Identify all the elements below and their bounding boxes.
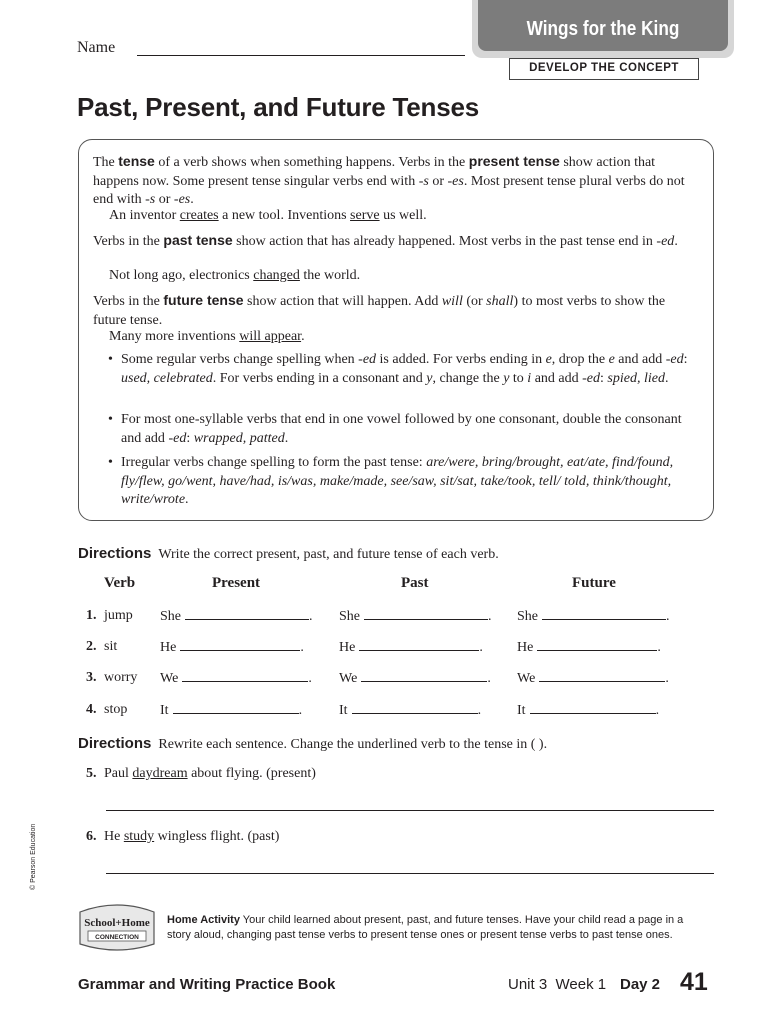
- col-header-verb: Verb: [104, 575, 136, 591]
- footer-day: Day 2: [620, 976, 661, 993]
- answer-line-6[interactable]: [106, 873, 714, 874]
- bullet-irregular: • Irregular verbs change spelling to form the past tense: are/were, bring/brought, eat/ate, find/found, fly/flew, go/went, have/had, is/was, make/made, see/saw, sit/sat, take/took, tell/ told, think/thought, write/wrote.: [108, 455, 674, 507]
- story-title: Wings for the King: [526, 18, 680, 40]
- row-verb: sit: [104, 639, 118, 654]
- present-answer-line[interactable]: [173, 702, 299, 714]
- row-verb: jump: [104, 608, 133, 623]
- future-answer-cell: [517, 670, 669, 687]
- future-answer-cell: [517, 639, 661, 656]
- row-verb: worry: [104, 670, 138, 685]
- present-answer-line[interactable]: [185, 608, 309, 620]
- home-activity: Home Activity Your child learned about present, past, and future tenses. Have your child read a page in a story aloud, changing past tense verbs to present tense ones or present tense verbs to past tense ones.: [167, 914, 684, 941]
- past-answer-cell: [339, 702, 481, 719]
- answer-line-5[interactable]: [106, 810, 714, 811]
- subject-pronoun: We: [160, 671, 179, 686]
- present-example: An inventor creates a new tool. Inventions serve us well.: [109, 208, 427, 223]
- row-number: 2.: [86, 639, 97, 654]
- page-title: Past, Present, and Future Tenses: [77, 92, 480, 122]
- period: .: [657, 640, 661, 655]
- past-answer-line[interactable]: [364, 608, 488, 620]
- past-answer-cell: [339, 639, 483, 656]
- col-header-future: Future: [572, 575, 616, 591]
- col-header-past: Past: [401, 575, 429, 591]
- period: .: [309, 609, 313, 624]
- subject-pronoun: He: [160, 640, 177, 655]
- present-answer-cell: [160, 608, 313, 625]
- period: .: [308, 671, 312, 686]
- subject-pronoun: We: [517, 671, 536, 686]
- future-answer-line[interactable]: [539, 670, 665, 682]
- period: .: [479, 640, 483, 655]
- school-home-connection-logo: [74, 900, 160, 954]
- future-answer-line[interactable]: [537, 639, 657, 651]
- subject-pronoun: It: [160, 703, 169, 718]
- past-answer-cell: [339, 670, 491, 687]
- subject-pronoun: She: [339, 609, 360, 624]
- row-verb: stop: [104, 702, 128, 717]
- bullet-spelling-changes: • Some regular verbs change spelling when -ed is added. For verbs ending in e, drop the e and add -ed: used, celebrated. For verbs ending in a consonant and y, change the y to i and add -ed: spied, lied.: [108, 352, 688, 386]
- period: .: [477, 703, 482, 718]
- past-answer-line[interactable]: [361, 670, 487, 682]
- row-number: 1.: [86, 608, 97, 623]
- period: .: [300, 640, 304, 655]
- sentence-6: He study wingless flight. (past): [104, 829, 280, 844]
- row-number: 3.: [86, 670, 97, 685]
- present-answer-cell: [160, 670, 312, 687]
- past-example: Not long ago, electronics changed the world.: [109, 268, 361, 283]
- past-answer-cell: [339, 608, 492, 625]
- future-answer-cell: [517, 608, 670, 625]
- subject-pronoun: It: [339, 703, 348, 718]
- present-answer-line[interactable]: [182, 670, 308, 682]
- sentence-number: 5.: [86, 766, 97, 781]
- subject-pronoun: She: [160, 609, 181, 624]
- copyright: © Pearson Education: [30, 823, 37, 890]
- period: .: [666, 609, 670, 624]
- present-answer-cell: [160, 639, 304, 656]
- tense-intro: The tense of a verb shows when something happens. Verbs in the present tense show action that happens now. Some present tense singular verbs end with -s or -es. Most present tense plural verbs do not end with -s or -es.: [93, 153, 685, 207]
- subject-pronoun: She: [517, 609, 538, 624]
- col-header-present: Present: [212, 575, 261, 591]
- past-answer-line[interactable]: [359, 639, 479, 651]
- future-rule: Verbs in the future tense show action that will happen. Add will (or shall) to most verbs to show the future tense.: [93, 292, 666, 328]
- subject-pronoun: He: [339, 640, 356, 655]
- sentence-number: 6.: [86, 829, 97, 844]
- subject-pronoun: It: [517, 703, 526, 718]
- sentence-5: Paul daydream about flying. (present): [104, 766, 316, 781]
- svg-text:School+Home: School+Home: [84, 917, 150, 929]
- name-label: Name: [77, 39, 116, 56]
- period: .: [487, 671, 491, 686]
- svg-text:CONNECTION: CONNECTION: [95, 934, 139, 941]
- present-answer-cell: [160, 702, 302, 719]
- period: .: [298, 703, 303, 718]
- present-answer-line[interactable]: [180, 639, 300, 651]
- concept-label: DEVELOP THE CONCEPT: [509, 58, 699, 80]
- past-answer-line[interactable]: [352, 702, 478, 714]
- directions-2: Directions Rewrite each sentence. Change the underlined verb to the tense in ( ).: [78, 735, 548, 752]
- directions-1: Directions Write the correct present, past, and future tense of each verb.: [78, 545, 499, 562]
- period: .: [488, 609, 492, 624]
- period: .: [655, 703, 660, 718]
- future-answer-line[interactable]: [530, 702, 656, 714]
- future-answer-cell: [517, 702, 659, 719]
- future-example: Many more inventions will appear.: [109, 329, 305, 344]
- row-number: 4.: [86, 702, 97, 717]
- bullet-doubling: • For most one-syllable verbs that end in one vowel followed by one consonant, double the consonant and add -ed: wrapped, patted.: [108, 412, 682, 446]
- footer-unit-week: Unit 3 Week 1: [508, 976, 607, 993]
- subject-pronoun: He: [517, 640, 534, 655]
- footer-book-title: Grammar and Writing Practice Book: [78, 976, 336, 993]
- past-rule: Verbs in the past tense show action that has already happened. Most verbs in the past tense end in -ed.: [93, 232, 678, 249]
- subject-pronoun: We: [339, 671, 358, 686]
- period: .: [665, 671, 669, 686]
- future-answer-line[interactable]: [542, 608, 666, 620]
- page-number: 41: [680, 968, 708, 996]
- name-line[interactable]: [137, 55, 465, 56]
